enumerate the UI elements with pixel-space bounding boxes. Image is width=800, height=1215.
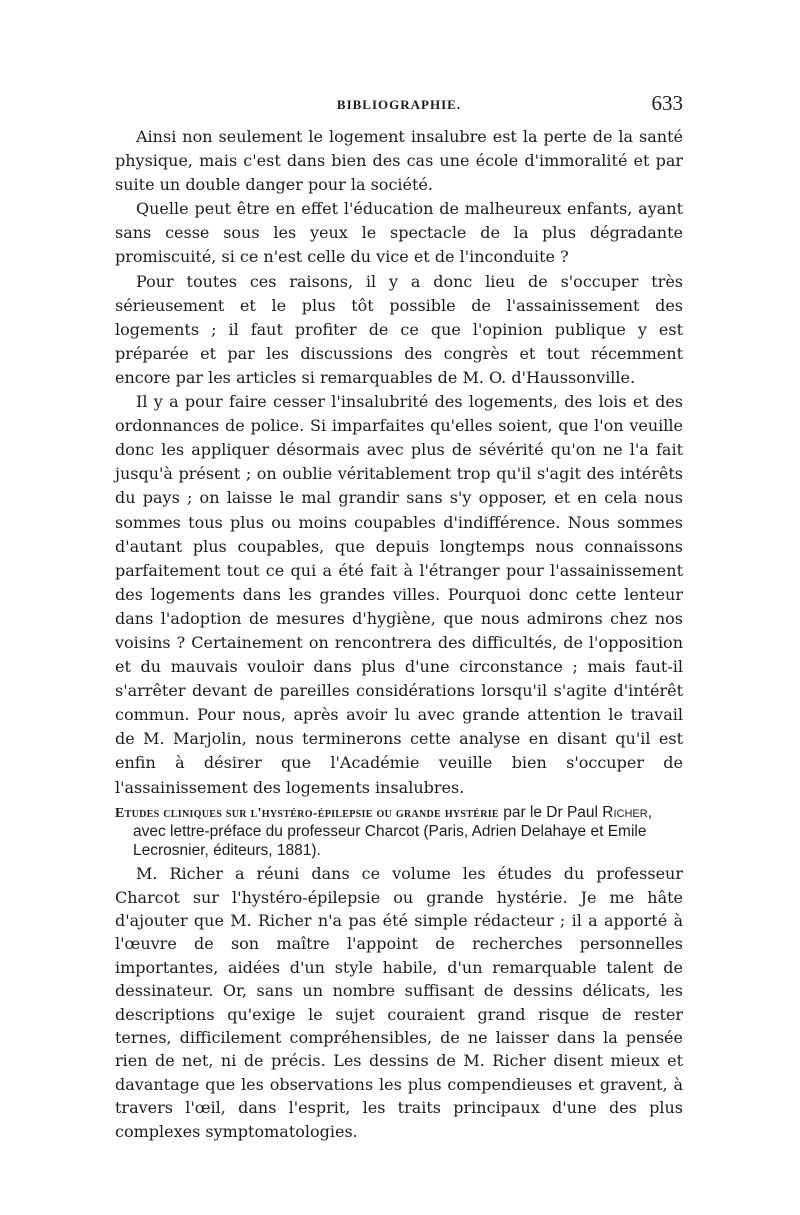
paragraph: Quelle peut être en effet l'éducation de malheureux enfants, ayant sans cesse sous les yeux le spectacle de la plus dégradante promiscuité, si ce n'est celle du vice et de l'inconduite ? <box>115 199 683 267</box>
running-title: BIBLIOGRAPHIE. <box>336 97 462 112</box>
bibliography-entry <box>115 804 683 861</box>
review-body <box>115 862 683 1143</box>
entry-by: par le <box>498 803 547 821</box>
author-last: Richer <box>602 803 648 821</box>
author-title: Dr <box>546 803 563 821</box>
article-body <box>115 125 683 800</box>
paragraph: Il y a pour faire cesser l'insalubrité des logements, des lois et des ordonnances de police. Si imparfaites qu'elles soient, que l'on veuille donc les appliquer désormais avec plus de sévérité qu'on ne l'a fait jusqu'à présent ; on oublie véritablement trop qu'il s'agit des intérêts du pays ; on laisse le mal grandir sans s'y opposer, et en cela nous sommes tous plus ou moins coupables d'indifférence. Nous sommes d'autant plus coupables, que depuis longtemps nous connaissons parfaitement tout ce qui a été fait à l'étranger pour l'assainissement des logements dans les grandes villes. Pourquoi donc cette lenteur dans l'adoption de mesures d'hygiène, que nous admirons chez nos voisins ? Certainement on rencontrera des difficultés, de l'opposition et du mauvais vouloir dans plus d'une circonstance ; mais faut-il s'arrêter devant de pareilles considérations lorsqu'il s'agite d'intérêt commun. Pour nous, après avoir lu avec grande attention le travail de M. Marjolin, nous terminerons cette analyse en disant qu'il est enfin à désirer que l'Académie veuille bien s'occuper de l'assainissement des logements insalubres. <box>115 392 683 797</box>
paragraph: M. Richer a réuni dans ce volume les études du professeur Charcot sur l'hystéro-épilepsie ou grande hystérie. Je me hâte d'ajouter que M. Richer n'a pas été simple rédacteur ; il a apporté à l'œuvre de son maître l'appoint de recherches personnelles importantes, aidées d'un style habile, d'un remarquable talent de dessinateur. Or, sans un nombre suffisant de dessins délicats, les descriptions qu'exige le sujet couraient grand risque de rester ternes, difficilement compréhensibles, de ne laisser dans la pensée rien de net, ni de précis. Les dessins de M. Richer disent mieux et davantage que les observations les plus compendieuses et gravent, à travers l'œil, dans l'esprit, les traits principaux d'une des plus complexes symptomatologies. <box>115 864 683 1141</box>
author-first: Paul <box>562 803 603 821</box>
entry-title: Etudes cliniques sur l'hystéro-épilepsie ou grande hystérie <box>115 805 499 821</box>
page-number: 633 <box>651 91 683 115</box>
paragraph: Pour toutes ces raisons, il y a donc lieu de s'occuper très sérieusement et le plus tôt possible de l'assainissement des logements ; il faut profiter de ce que l'opinion publique y est préparée et par les discussions des congrès et tout récemment encore par les articles si remarquables de M. O. d'Haussonville. <box>115 271 683 387</box>
page-header <box>115 91 683 125</box>
paragraph: Ainsi non seulement le logement insalubre est la perte de la santé physique, mais c'est dans bien des cas une école d'immoralité et par suite un double danger pour la société. <box>115 127 683 195</box>
book-page <box>115 91 683 1143</box>
entry-details: , avec lettre-préface du professeur Charcot (Paris, Adrien Delahaye et Emile Lecrosnier, éditeurs, 1881). <box>133 803 653 859</box>
